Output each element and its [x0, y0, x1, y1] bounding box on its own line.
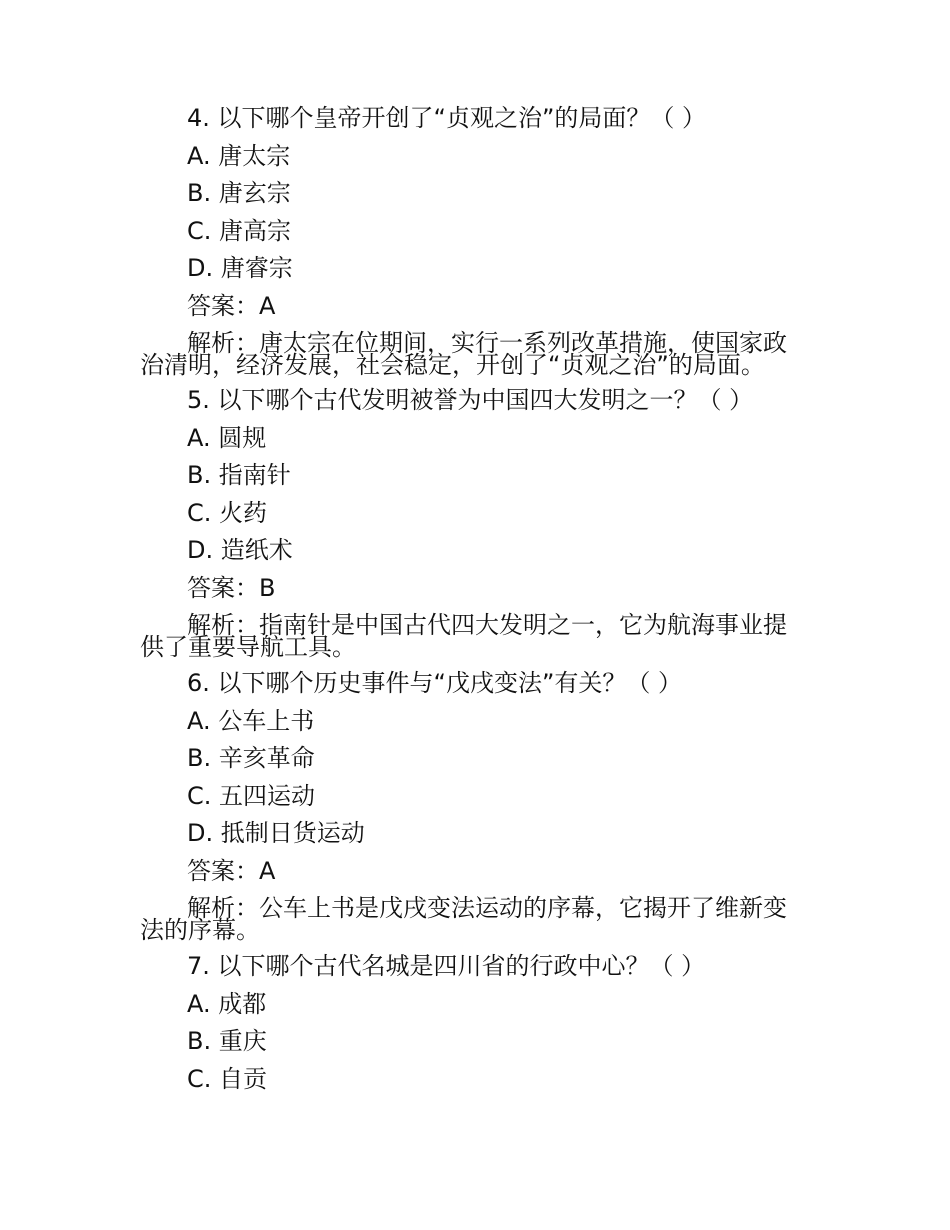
option-b: B. 指南针 — [187, 461, 291, 489]
question-stem: 5. 以下哪个古代发明被誉为中国四大发明之一？（ ） — [187, 386, 754, 414]
analysis-line: 解析：唐太宗在位期间，实行一系列改革措施，使国家政 — [187, 329, 787, 357]
option-a: A. 成都 — [187, 990, 267, 1018]
option-b: B. 辛亥革命 — [187, 744, 315, 772]
analysis-line: 治清明，经济发展，社会稳定，开创了“贞观之治”的局面。 — [140, 351, 765, 379]
answer: 答案：B — [187, 574, 276, 602]
option-a: A. 唐太宗 — [187, 142, 291, 170]
option-d: D. 造纸术 — [187, 536, 293, 564]
question-stem: 6. 以下哪个历史事件与“戊戌变法”有关？（ ） — [187, 669, 683, 697]
option-c: C. 唐高宗 — [187, 217, 292, 245]
analysis — [140, 894, 820, 944]
option-c: C. 自贡 — [187, 1065, 268, 1093]
analysis — [140, 611, 820, 661]
option-d: D. 唐睿宗 — [187, 254, 293, 282]
analysis — [140, 329, 820, 379]
option-c: C. 火药 — [187, 499, 268, 527]
analysis-line: 解析：指南针是中国古代四大发明之一，它为航海事业提 — [187, 611, 787, 639]
answer: 答案：A — [187, 292, 276, 320]
analysis-line: 解析：公车上书是戊戌变法运动的序幕，它揭开了维新变 — [187, 894, 787, 922]
option-c: C. 五四运动 — [187, 782, 316, 810]
option-a: A. 圆规 — [187, 424, 267, 452]
question-stem: 4. 以下哪个皇帝开创了“贞观之治”的局面？（ ） — [187, 104, 707, 132]
option-b: B. 重庆 — [187, 1027, 267, 1055]
option-d: D. 抵制日货运动 — [187, 819, 365, 847]
option-b: B. 唐玄宗 — [187, 179, 291, 207]
analysis-line: 法的序幕。 — [140, 916, 260, 944]
question-stem: 7. 以下哪个古代名城是四川省的行政中心？（ ） — [187, 952, 706, 980]
answer: 答案：A — [187, 857, 276, 885]
analysis-line: 供了重要导航工具。 — [140, 633, 356, 661]
option-a: A. 公车上书 — [187, 707, 315, 735]
